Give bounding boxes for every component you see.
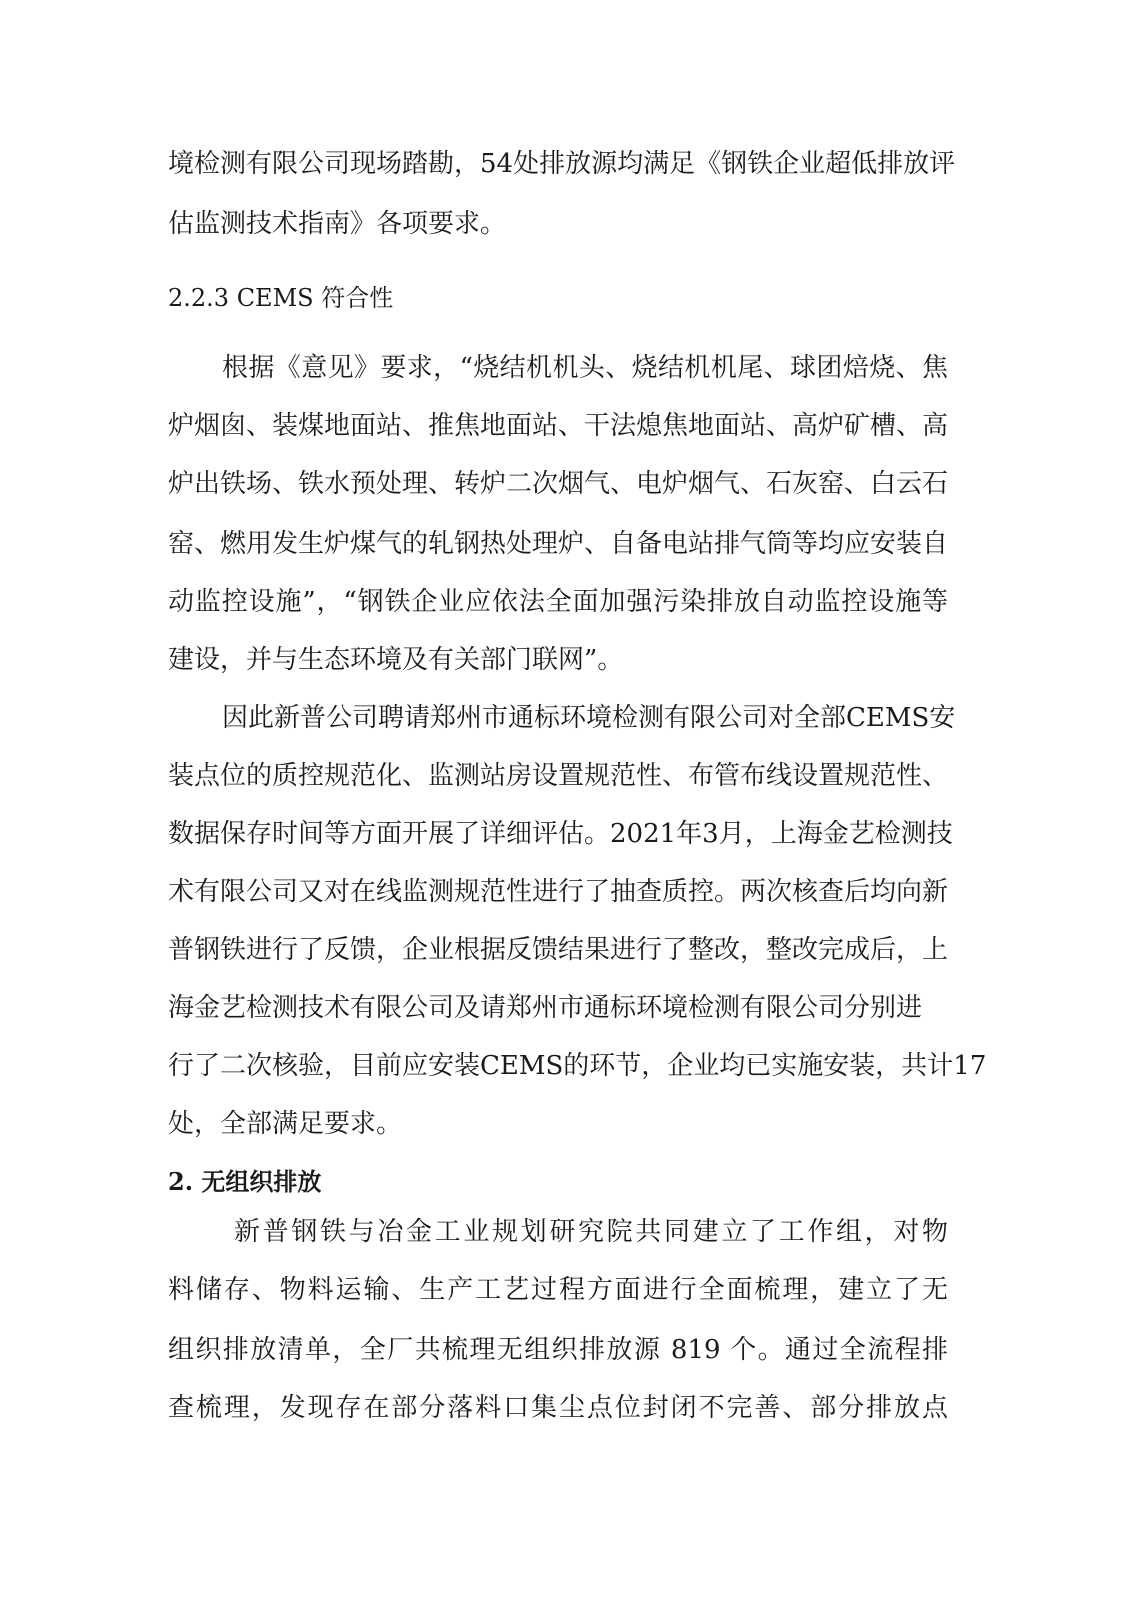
paragraph-line: 处，全部满足要求。 — [168, 1109, 403, 1139]
paragraph-line: 术有限公司又对在线监测规范性进行了抽查质控。两次核查后均向新 — [168, 877, 949, 907]
paragraph-line: 组织排放清单，全厂共梳理无组织排放源 819 个。通过全流程排 — [168, 1335, 948, 1365]
paragraph-line: 查梳理，发现存在部分落料口集尘点位封闭不完善、部分排放点 — [168, 1393, 948, 1423]
paragraph-line: 数据保存时间等方面开展了详细评估。2021年3月，上海金艺检测技 — [168, 819, 953, 849]
section-heading-2: 2. 无组织排放 — [168, 1167, 322, 1196]
paragraph-line: 估监测技术指南》各项要求。 — [168, 209, 507, 239]
paragraph-line: 因此新普公司聘请郑州市通标环境检测有限公司对全部CEMS安 — [222, 703, 956, 733]
paragraph-line: 炉出铁场、铁水预处理、转炉二次烟气、电炉烟气、石灰窑、白云石 — [168, 469, 949, 499]
paragraph-line: 根据《意见》要求，“烧结机机头、烧结机机尾、球团焙烧、焦 — [222, 353, 948, 383]
paragraph-line: 建设，并与生态环境及有关部门联网”。 — [168, 645, 624, 675]
section-heading-2-2-3: 2.2.3 CEMS 符合性 — [168, 284, 394, 312]
paragraph-line: 普钢铁进行了反馈，企业根据反馈结果进行了整改，整改完成后，上 — [168, 935, 949, 965]
paragraph-line: 炉烟囱、装煤地面站、推焦地面站、干法熄焦地面站、高炉矿槽、高 — [168, 411, 949, 441]
paragraph-line: 海金艺检测技术有限公司及请郑州市通标环境检测有限公司分别进 — [168, 993, 923, 1023]
paragraph-line: 行了二次核验，目前应安装CEMS的环节，企业均已实施安装，共计17 — [168, 1051, 987, 1081]
paragraph-line: 装点位的质控规范化、监测站房设置规范性、布管布线设置规范性、 — [168, 761, 949, 791]
paragraph-line: 窑、燃用发生炉煤气的轧钢热处理炉、自备电站排气筒等均应安装自 — [168, 529, 949, 559]
paragraph-line: 动监控设施”，“钢铁企业应依法全面加强污染排放自动监控设施等 — [168, 587, 948, 617]
paragraph-line: 境检测有限公司现场踏勘，54处排放源均满足《钢铁企业超低排放评 — [168, 149, 956, 179]
paragraph-line: 新普钢铁与冶金工业规划研究院共同建立了工作组，对物 — [234, 1217, 948, 1247]
paragraph-line: 料储存、物料运输、生产工艺过程方面进行全面梳理，建立了无 — [168, 1275, 948, 1305]
